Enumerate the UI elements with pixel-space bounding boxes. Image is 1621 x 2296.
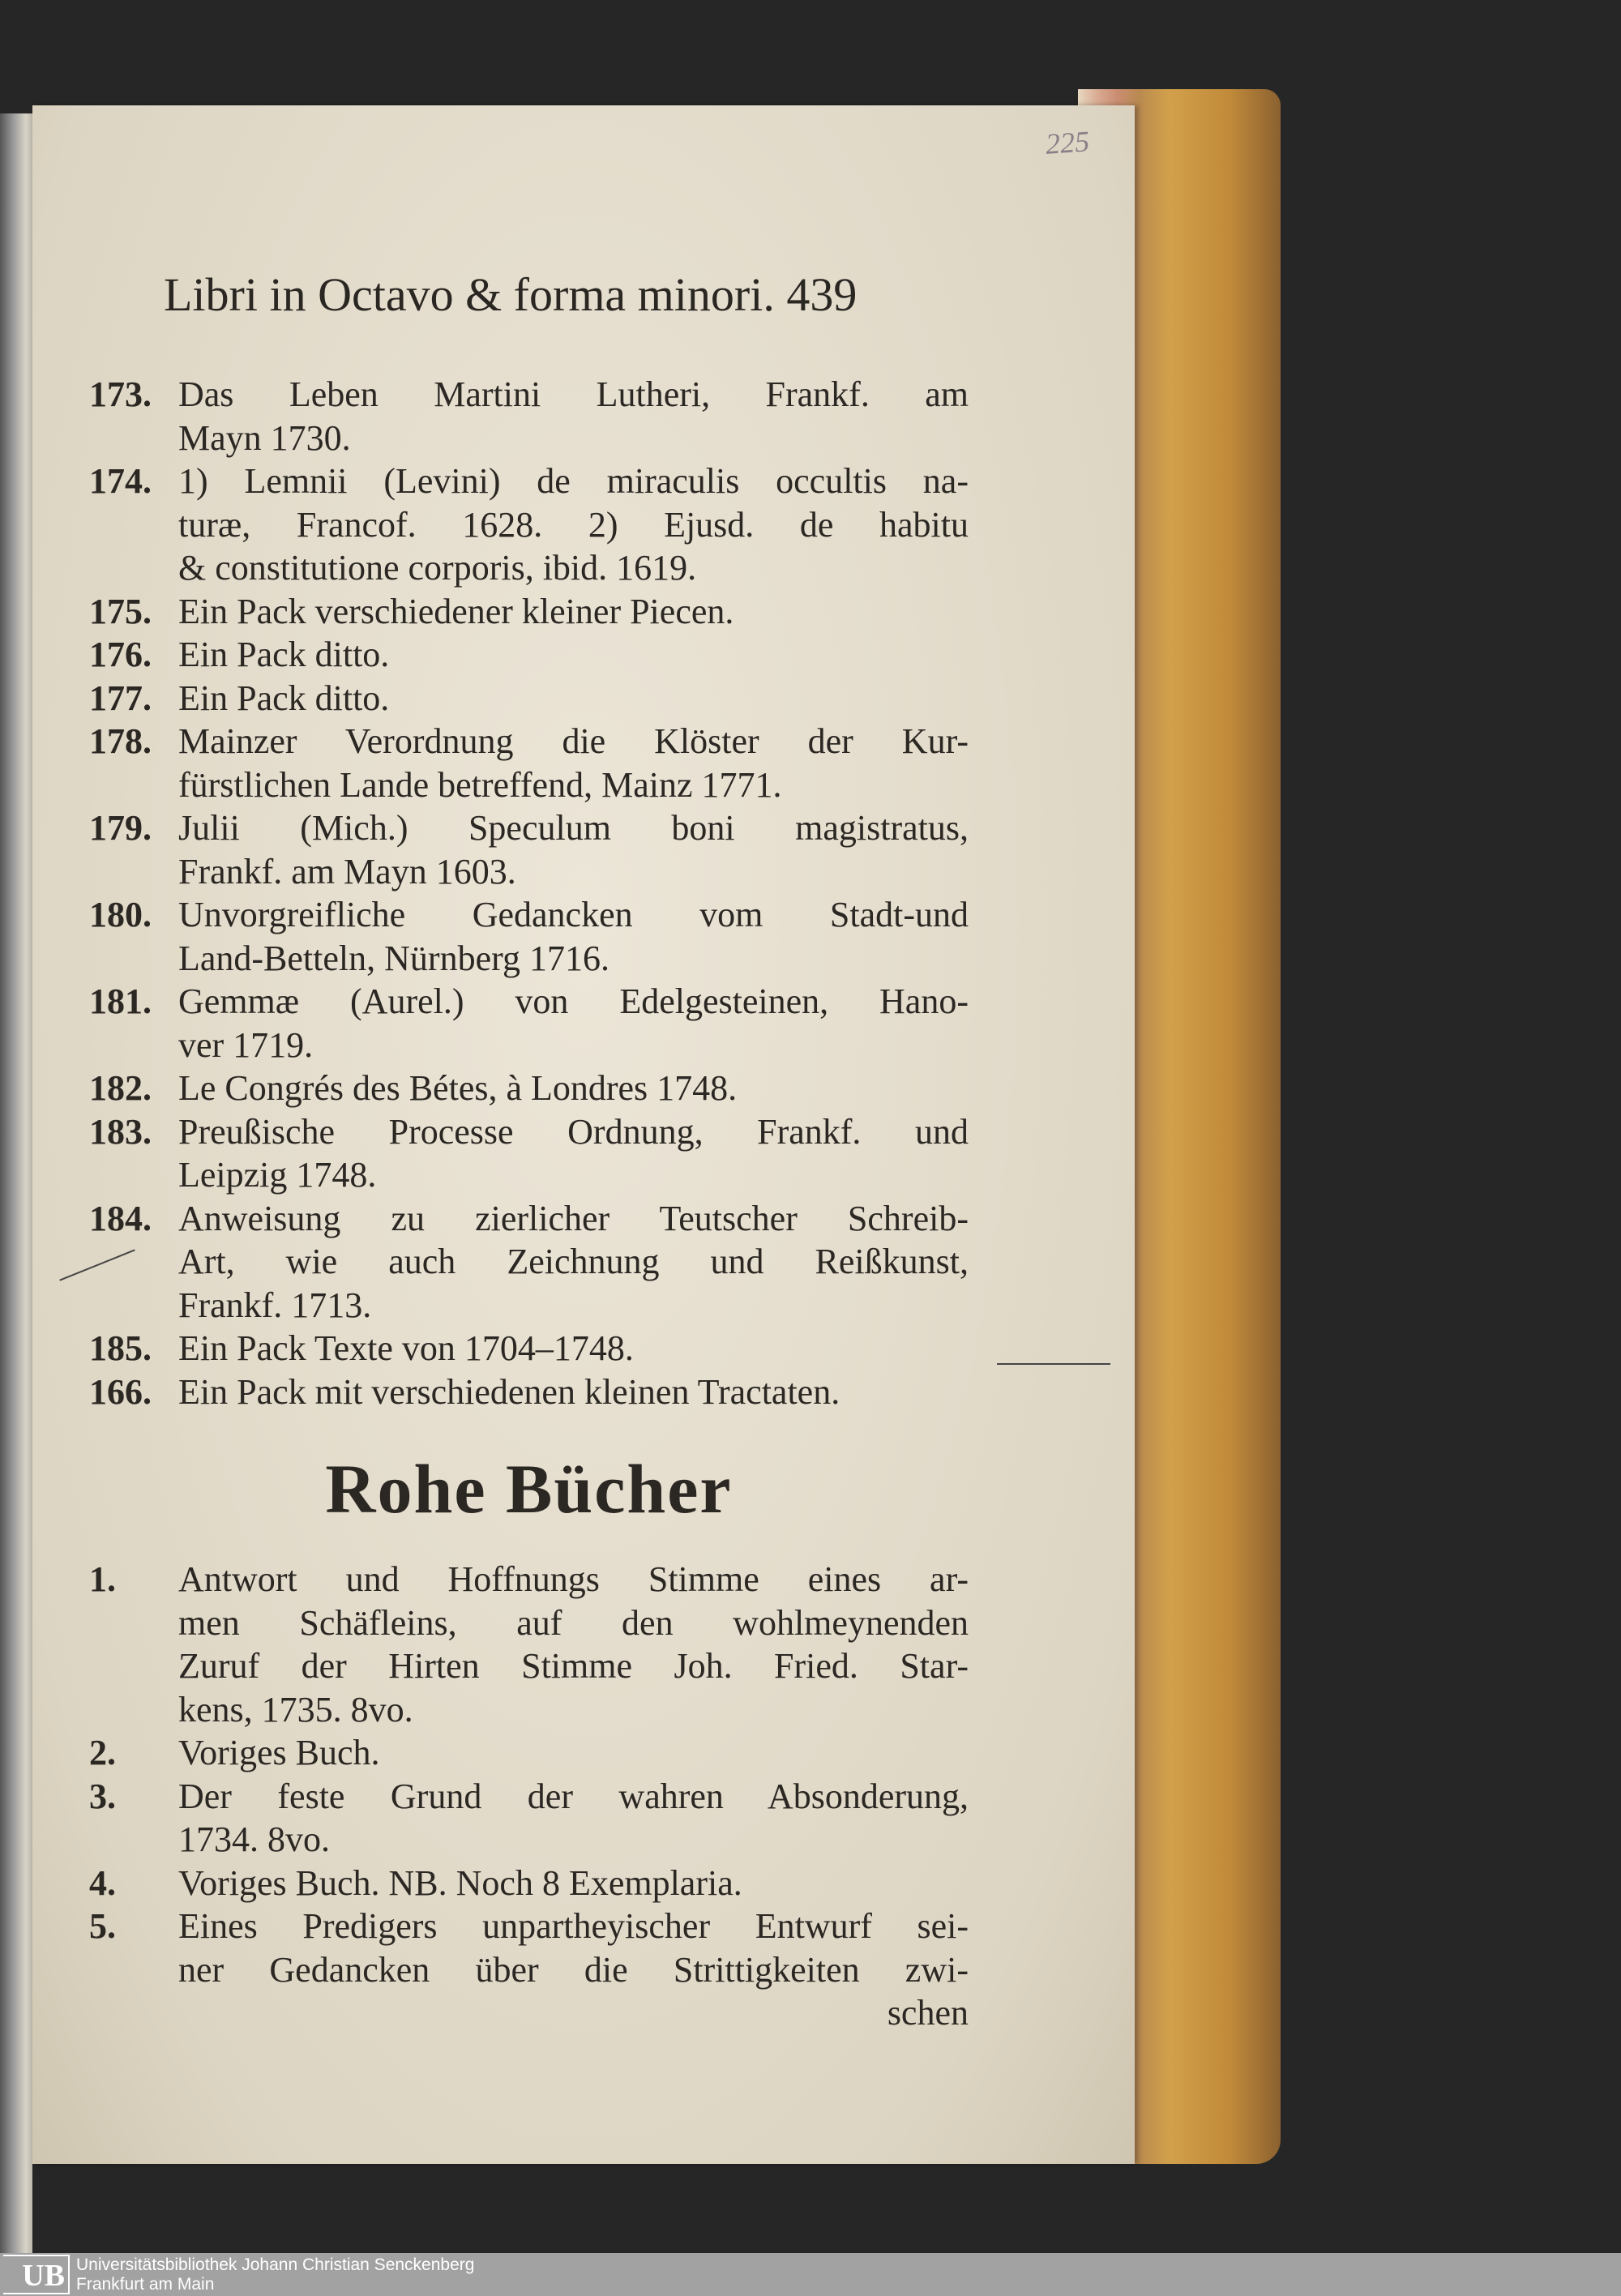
book-spine-edge: [0, 113, 32, 2253]
entry-line: Gemmæ (Aurel.) von Edelgesteinen, Hano-: [178, 981, 969, 1021]
entry-number: 166.: [89, 1371, 152, 1412]
catalog-entry: [89, 1731, 969, 1775]
catalog-entry: [89, 980, 969, 1067]
catalog-entry: [89, 1862, 969, 1905]
entry-number: 178.: [89, 721, 152, 761]
entry-number: 180.: [89, 895, 152, 934]
entry-number: 184.: [89, 1198, 152, 1238]
entry-line: Frankf. 1713.: [178, 1285, 372, 1325]
entry-number: 2.: [89, 1733, 116, 1772]
entry-line: & constitutione corporis, ibid. 1619.: [178, 548, 697, 588]
entry-line: ver 1719.: [178, 1024, 314, 1065]
catalog-entry: [89, 1197, 969, 1328]
entry-number: 185.: [89, 1328, 152, 1368]
entry-line: Eines Predigers unpartheyischer Entwurf sei-: [178, 1906, 969, 1946]
entry-line: Le Congrés des Bétes, à Londres 1748.: [178, 1068, 738, 1108]
entry-line: Preußische Processe Ordnung, Frankf. und: [178, 1111, 969, 1152]
entry-number: 182.: [89, 1068, 152, 1108]
catalog-text: [89, 373, 969, 2035]
entry-line: Voriges Buch.: [178, 1733, 380, 1772]
entry-number: 4.: [89, 1862, 116, 1903]
entry-number: 181.: [89, 981, 152, 1021]
entry-line: ner Gedancken über die Strittigkeiten zwi-: [178, 1949, 969, 1990]
entry-line: Julii (Mich.) Speculum boni magistratus,: [178, 808, 969, 848]
entry-line: Land-Betteln, Nürnberg 1716.: [178, 938, 609, 978]
catalog-entry: [89, 590, 969, 634]
entry-line: Ein Pack verschiedener kleiner Piecen.: [178, 591, 734, 631]
entry-line: 1) Lemnii (Levini) de miraculis occultis na-: [178, 461, 969, 501]
catalog-entry: [89, 373, 969, 460]
entry-line: Antwort und Hoffnungs Stimme eines ar-: [178, 1559, 969, 1599]
ub-logo: [3, 2255, 70, 2294]
catalog-entry: [89, 893, 969, 980]
catalog-entry: [89, 460, 969, 590]
library-name: Universitätsbibliothek Johann Christian Senckenberg: [76, 2255, 475, 2274]
entry-line: Ein Pack ditto.: [178, 678, 390, 718]
logo-text: UB: [22, 2259, 65, 2293]
entry-line: Unvorgreifliche Gedancken vom Stadt-und: [178, 895, 969, 934]
entry-line: Mainzer Verordnung die Klöster der Kur-: [178, 721, 969, 761]
running-title: Libri in Octavo & forma minori. 439: [164, 268, 858, 321]
entry-number: 5.: [89, 1906, 116, 1946]
entry-number: 177.: [89, 678, 152, 718]
section-heading: Rohe Bücher: [325, 1450, 733, 1528]
entry-line: Ein Pack Texte von 1704–1748.: [178, 1328, 634, 1368]
entry-list-rohe-buecher: [89, 1558, 969, 2035]
catalog-entry: [89, 1110, 969, 1197]
library-footer: [0, 2253, 1621, 2296]
entry-number: 176.: [89, 635, 152, 674]
entry-line: Voriges Buch. NB. Noch 8 Exemplaria.: [178, 1862, 742, 1903]
entry-line: Frankf. am Mayn 1603.: [178, 851, 516, 891]
entry-number: 175.: [89, 591, 152, 631]
pencil-mark: [997, 1363, 1110, 1365]
entry-number: 173.: [89, 374, 152, 414]
entry-line: Zuruf der Hirten Stimme Joh. Fried. Star-: [178, 1646, 969, 1686]
entry-number: 1.: [89, 1559, 116, 1599]
entry-line: 1734. 8vo.: [178, 1819, 330, 1859]
catalog-entry: [89, 1067, 969, 1110]
entry-line: Ein Pack mit verschiedenen kleinen Tractaten.: [178, 1371, 840, 1412]
catalog-entry: [89, 1558, 969, 1731]
entry-line: men Schäfleins, auf den wohlmeynenden: [178, 1602, 969, 1643]
entry-line: Art, wie auch Zeichnung und Reißkunst,: [178, 1242, 969, 1281]
entry-number: 174.: [89, 461, 152, 501]
handwritten-page-number: 225: [1044, 125, 1091, 160]
entry-list: [89, 373, 969, 1413]
catalog-entry: [89, 1905, 969, 2035]
entry-line: turæ, Francof. 1628. 2) Ejusd. de habitu: [178, 504, 969, 545]
entry-number: 183.: [89, 1111, 152, 1152]
catalog-entry: [89, 720, 969, 806]
catalog-entry: [89, 1370, 969, 1414]
catalog-entry: [89, 1327, 969, 1370]
catalog-entry: [89, 1775, 969, 1862]
entry-line: fürstlichen Lande betreffend, Mainz 1771.: [178, 764, 782, 805]
entry-line: Ein Pack ditto.: [178, 635, 390, 674]
catalog-entry: [89, 806, 969, 893]
entry-line: kens, 1735. 8vo.: [178, 1689, 413, 1729]
catalog-entry: [89, 677, 969, 720]
entry-line: Das Leben Martini Lutheri, Frankf. am: [178, 374, 969, 414]
entry-number: 179.: [89, 808, 152, 848]
entry-line: Anweisung zu zierlicher Teutscher Schreib-: [178, 1198, 969, 1238]
entry-line: Mayn 1730.: [178, 417, 351, 458]
catalog-entry: [89, 633, 969, 677]
entry-number: 3.: [89, 1776, 116, 1816]
entry-line: Der feste Grund der wahren Absonderung,: [178, 1776, 969, 1816]
entry-line: Leipzig 1748.: [178, 1155, 377, 1195]
entry-line: schen: [887, 1993, 969, 2033]
library-location: Frankfurt am Main: [76, 2275, 215, 2294]
